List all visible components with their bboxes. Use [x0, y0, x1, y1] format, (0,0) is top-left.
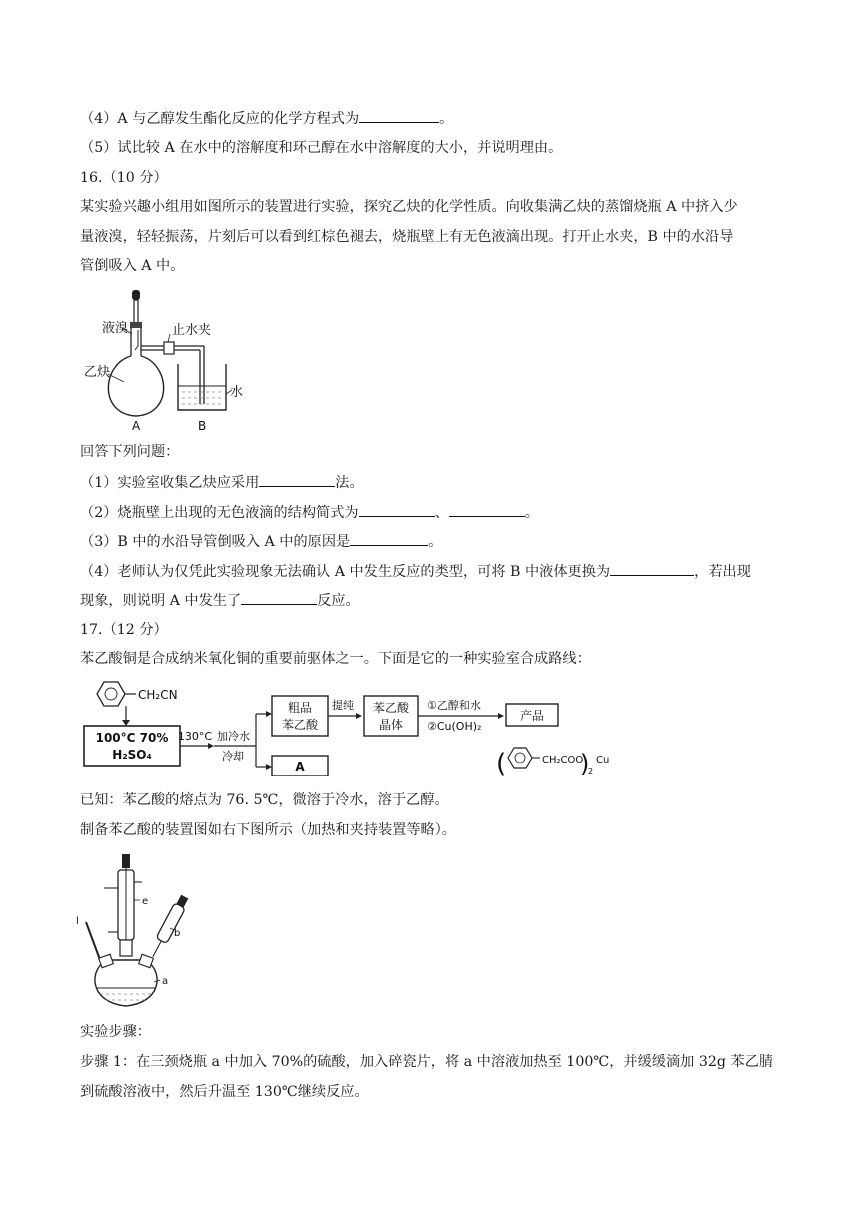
label-bromine: 液溴 — [102, 321, 129, 336]
question-16-3 — [80, 531, 785, 552]
label-step-2: ②Cu(OH)₂ — [427, 720, 482, 733]
text: （3）B 中的水沿导管倒吸入 A 中的原因是 — [80, 534, 351, 550]
left-parenthesis: ( — [496, 749, 507, 776]
question-15-4 — [80, 108, 785, 129]
text: （4）A 与乙醇发生酯化反应的化学方程式为 — [80, 111, 360, 127]
text: 现象，则说明 A 中发生了 — [80, 593, 242, 609]
question-16-stem-line1: 某实验兴趣小组用如图所示的装置进行实验，探究乙炔的化学性质。向收集满乙炔的蒸馏烧瓶 A 中挤入少 — [80, 199, 738, 215]
label-purify: 提纯 — [332, 699, 354, 712]
text: （2）烧瓶壁上出现的无色液滴的结构简式为 — [80, 505, 359, 521]
label-clamp: 止水夹 — [172, 323, 212, 338]
question-16-heading: 16.（10 分） — [80, 170, 168, 186]
answer-blank — [350, 531, 428, 546]
label-reagent: CH₂CN — [138, 688, 178, 702]
label-add-cold-water: 加冷水 — [217, 730, 250, 743]
label-formula-group: CH₂COO — [542, 755, 584, 766]
label-b: B — [198, 419, 207, 432]
label-b: b — [174, 928, 181, 939]
text: 反应。 — [317, 593, 360, 609]
apparatus-intro: 制备苯乙酸的装置图如右下图所示（加热和夹持装置等略）。 — [80, 822, 456, 838]
answer-blank — [610, 561, 694, 576]
text: 、 — [434, 505, 449, 521]
text: 。 — [428, 534, 443, 550]
label-formula-subscript: 2 — [588, 767, 594, 776]
step-1-line1: 步骤 1：在三颈烧瓶 a 中加入 70%的硫酸，加入碎瓷片，将 a 中溶液加热至 100℃，并缓缓滴加 32g 苯乙腈 — [80, 1054, 774, 1070]
question-15-5: （5）试比较 A 在水中的溶解度和环己醇在水中溶解度的大小，并说明理由。 — [80, 140, 563, 156]
condenser-top — [122, 854, 130, 868]
text: 。 — [439, 111, 454, 127]
text: （1）实验室收集乙炔应采用 — [80, 475, 260, 491]
question-16-4-line2 — [80, 590, 785, 611]
label-crude-1: 粗品 — [287, 701, 313, 715]
label-cooling: 冷却 — [222, 750, 244, 763]
question-17-stem: 苯乙酸铜是合成纳米氧化铜的重要前驱体之一。下面是它的一种实验室合成路线： — [80, 651, 591, 667]
flask-a — [108, 356, 163, 416]
question-16-2 — [80, 502, 785, 523]
label-box-a: A — [295, 760, 305, 774]
known-info: 已知：苯乙酸的熔点为 76. 5℃，微溶于冷水，溶于乙醇。 — [80, 792, 449, 808]
label-a: a — [162, 976, 169, 987]
step-1-line2: 到硫酸溶液中，然后升温至 130℃继续反应。 — [80, 1084, 369, 1100]
question-17-heading: 17.（12 分） — [80, 622, 168, 638]
clamp-icon — [164, 342, 174, 354]
question-16-stem-line2: 量液溴，轻轻振荡，片刻后可以看到红棕色褪去，烧瓶壁上有无色液滴出现。打开止水夹，B 中的水沿导 — [80, 229, 734, 245]
dropper-bulb — [132, 290, 140, 300]
label-condition-2: H₂SO₄ — [112, 748, 152, 762]
label-acetylene: 乙炔 — [84, 365, 111, 380]
text: ，若出现 — [694, 564, 751, 580]
acetylene-apparatus-figure — [80, 286, 250, 432]
question-16-stem-line3: 管倒吸入 A 中。 — [80, 258, 185, 274]
text: （4）老师认为仅凭此实验现象无法确认 A 中发生反应的类型，可将 B 中液体更换为 — [80, 564, 611, 580]
question-16-4-line1 — [80, 561, 785, 582]
beaker-b — [178, 364, 226, 410]
label-crystal-1: 苯乙酸 — [372, 701, 410, 715]
label-e: e — [142, 896, 149, 907]
label-condition-1: 100°C 70% — [95, 731, 169, 745]
label-water: 水 — [230, 385, 244, 400]
answer-blank — [359, 108, 439, 123]
label-product: 产品 — [519, 709, 545, 723]
label-l: l — [76, 916, 79, 927]
right-parenthesis: ) — [580, 750, 590, 776]
text: 。 — [524, 505, 539, 521]
steps-heading: 实验步骤： — [80, 1024, 151, 1040]
answer-blank — [449, 502, 525, 517]
label-step-1: ①乙醇和水 — [427, 699, 481, 712]
answer-prompt: 回答下列问题： — [80, 444, 180, 460]
benzene-ring-icon — [508, 748, 532, 768]
answer-blank — [241, 590, 317, 605]
label-a: A — [132, 419, 141, 432]
dropping-funnel — [156, 903, 185, 944]
benzene-ring-icon — [97, 682, 125, 706]
three-neck-flask-figure — [74, 852, 200, 1010]
answer-blank — [359, 502, 435, 517]
question-16-1 — [80, 472, 785, 493]
label-temperature: 130°C — [177, 730, 213, 743]
text: 法。 — [335, 475, 364, 491]
label-crystal-2: 晶体 — [378, 718, 404, 732]
stopper — [130, 322, 142, 328]
synthesis-route-figure — [82, 678, 622, 776]
label-formula-cu: Cu — [596, 755, 610, 766]
label-crude-2: 苯乙酸 — [281, 718, 319, 732]
answer-blank — [259, 472, 335, 487]
